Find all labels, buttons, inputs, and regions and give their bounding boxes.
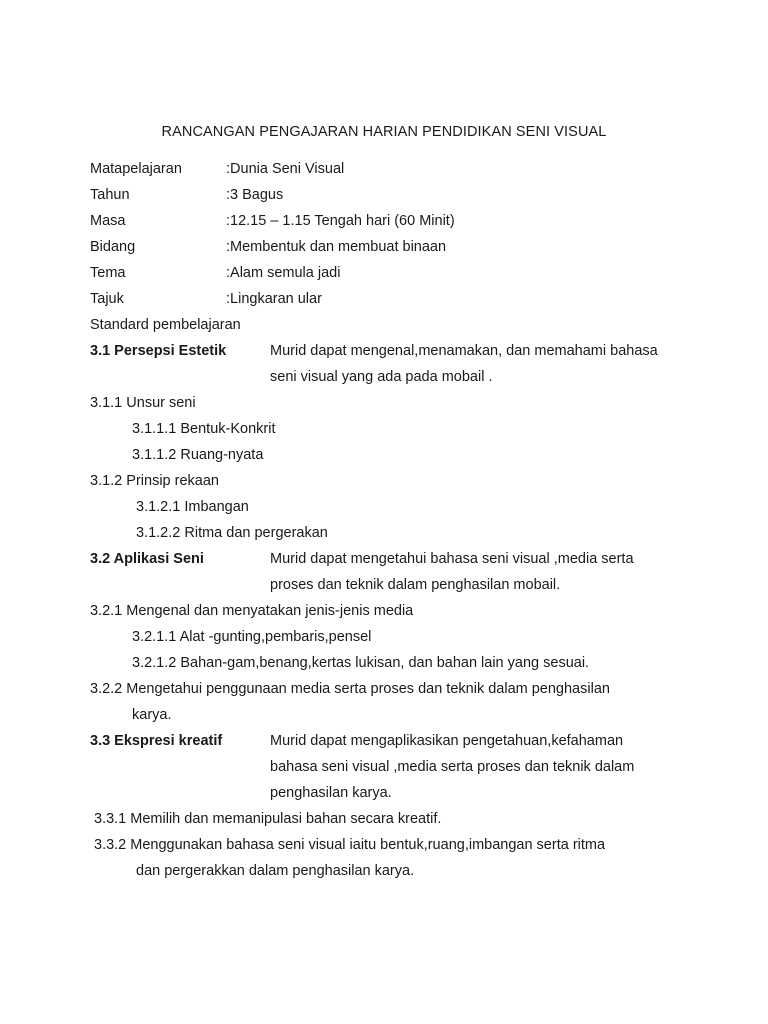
section-3-1-desc-line-2: seni visual yang ada pada mobail . <box>270 369 493 385</box>
item-3-1-2: 3.1.2 Prinsip rekaan <box>90 473 219 489</box>
document-title: RANCANGAN PENGAJARAN HARIAN PENDIDIKAN SENI VISUAL <box>161 124 607 140</box>
item-3-3-1: 3.3.1 Memilih dan memanipulasi bahan secara kreatif. <box>94 811 442 827</box>
standard-heading: Standard pembelajaran <box>90 317 241 333</box>
info-label-subject: Matapelajaran <box>90 161 182 177</box>
section-3-3-desc-line-2: bahasa seni visual ,media serta proses dan teknik dalam <box>270 759 635 775</box>
info-value-field: :Membentuk dan membuat binaan <box>226 239 447 255</box>
info-value-year: :3 Bagus <box>226 187 284 203</box>
info-label-theme: Tema <box>90 265 126 281</box>
item-3-3-2-line-1: 3.3.2 Menggunakan bahasa seni visual iaitu bentuk,ruang,imbangan serta ritma <box>94 837 606 853</box>
item-3-2-1: 3.2.1 Mengenal dan menyatakan jenis-jenis media <box>90 603 414 619</box>
info-label-year: Tahun <box>90 187 130 203</box>
item-3-1-1: 3.1.1 Unsur seni <box>90 395 196 411</box>
item-3-2-2-line-2: karya. <box>132 707 172 723</box>
section-3-1-heading: 3.1 Persepsi Estetik <box>90 343 227 359</box>
section-3-2-desc-line-1: Murid dapat mengetahui bahasa seni visual ,media serta <box>270 551 634 567</box>
info-value-topic: :Lingkaran ular <box>226 291 322 307</box>
item-3-1-1-1: 3.1.1.1 Bentuk-Konkrit <box>132 421 276 437</box>
info-value-subject: :Dunia Seni Visual <box>226 161 345 177</box>
section-3-3-desc-line-1: Murid dapat mengaplikasikan pengetahuan,kefahaman <box>270 733 624 749</box>
item-3-2-1-1: 3.2.1.1 Alat -gunting,pembaris,pensel <box>132 629 372 645</box>
section-3-1-desc-line-1: Murid dapat mengenal,menamakan, dan memahami bahasa <box>270 343 658 359</box>
section-3-2-heading: 3.2 Aplikasi Seni <box>90 551 204 567</box>
item-3-1-2-2: 3.1.2.2 Ritma dan pergerakan <box>136 525 328 541</box>
info-label-topic: Tajuk <box>90 291 124 307</box>
section-3-2-desc-line-2: proses dan teknik dalam penghasilan mobail. <box>270 577 561 593</box>
item-3-1-2-1: 3.1.2.1 Imbangan <box>136 499 249 515</box>
item-3-1-1-2: 3.1.1.2 Ruang-nyata <box>132 447 264 463</box>
item-3-3-2-line-2: dan pergerakkan dalam penghasilan karya. <box>136 863 415 879</box>
info-label-field: Bidang <box>90 239 136 255</box>
section-3-3-heading: 3.3 Ekspresi kreatif <box>90 733 223 749</box>
info-value-theme: :Alam semula jadi <box>226 265 341 281</box>
item-3-2-2-line-1: 3.2.2 Mengetahui penggunaan media serta proses dan teknik dalam penghasilan <box>90 681 610 697</box>
item-3-2-1-2: 3.2.1.2 Bahan-gam,benang,kertas lukisan, dan bahan lain yang sesuai. <box>132 655 590 671</box>
info-value-time: :12.15 – 1.15 Tengah hari (60 Minit) <box>226 213 455 229</box>
info-label-time: Masa <box>90 213 126 229</box>
section-3-3-desc-line-3: penghasilan karya. <box>270 785 392 801</box>
